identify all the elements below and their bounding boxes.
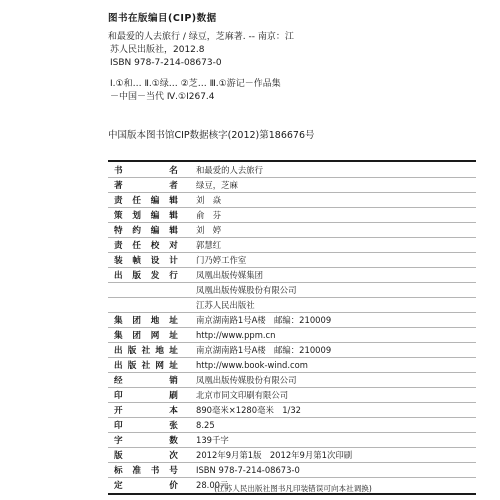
row-label: 字 数 (114, 436, 178, 446)
row-value: 890毫米×1280毫米 1/32 (196, 405, 301, 415)
row-value: 刘 焱 (196, 195, 222, 205)
table-row (108, 373, 476, 388)
table-row (108, 343, 476, 358)
table-row (108, 298, 476, 313)
row-value: 凤凰出版传媒股份有限公司 (196, 285, 297, 295)
cip-title: 图书在版编目(CIP)数据 (108, 13, 217, 24)
row-value: 和最爱的人去旅行 (196, 165, 263, 175)
cip-verification-number: 中国版本图书馆CIP数据核字(2012)第186676号 (108, 130, 315, 141)
row-value: 南京湖南路1号A楼 邮编：210009 (196, 345, 332, 355)
row-label: 经 销 (114, 376, 178, 386)
table-row (108, 223, 476, 238)
row-label: 定 价 (114, 481, 178, 491)
table-row (108, 403, 476, 418)
row-value: http://www.ppm.cn (196, 330, 276, 340)
cip-line-1: 和最爱的人去旅行 / 绿豆，芝麻著. -- 南京：江 (108, 32, 294, 42)
row-label: 印 刷 (114, 391, 178, 401)
footer-note: (江苏人民出版社图书凡印装错误可向本社调换) (214, 484, 372, 493)
row-label: 集团地址 (114, 316, 178, 326)
row-label: 策划编辑 (114, 211, 178, 221)
row-value: 28.00元 (196, 480, 229, 490)
table-row (108, 208, 476, 223)
row-value: 凤凰出版传媒集团 (196, 270, 263, 280)
row-label: 著 者 (114, 181, 178, 191)
publication-info-table (108, 160, 476, 495)
table-row (108, 448, 476, 463)
row-value: 8.25 (196, 420, 215, 430)
row-label: 书 名 (114, 166, 178, 176)
table-row (108, 268, 476, 283)
table-row (108, 463, 476, 478)
table-row (108, 253, 476, 268)
table-row (108, 283, 476, 298)
table-row (108, 328, 476, 343)
row-label: 责任编辑 (114, 196, 178, 206)
row-value: 刘 婷 (196, 225, 222, 235)
table-row (108, 163, 476, 178)
row-value: 门乃婷工作室 (196, 255, 247, 265)
row-value: 郭慧红 (196, 240, 222, 250)
row-label: 装帧设计 (114, 256, 178, 266)
table-row (108, 358, 476, 373)
row-label: 集团网址 (114, 331, 178, 341)
row-label: 出版发行 (114, 271, 178, 281)
row-value: 凤凰出版传媒股份有限公司 (196, 375, 297, 385)
cip-line-5: －中国－当代 Ⅳ.①I267.4 (110, 92, 215, 102)
row-value: 俞 芬 (196, 210, 222, 220)
row-label: 出版社网址 (114, 361, 178, 371)
row-value: 2012年9月第1版 2012年9月第1次印刷 (196, 450, 353, 460)
table-row (108, 418, 476, 433)
cip-data-block (108, 10, 468, 104)
table-row (108, 178, 476, 193)
table-row (108, 433, 476, 448)
row-label: 特约编辑 (114, 226, 178, 236)
table-row (108, 313, 476, 328)
table-row (108, 238, 476, 253)
row-value: ISBN 978-7-214-08673-0 (196, 465, 300, 475)
row-label: 开 本 (114, 406, 178, 416)
row-label: 责任校对 (114, 241, 178, 251)
row-value: 江苏人民出版社 (196, 300, 255, 310)
row-label: 标准书号 (114, 466, 178, 476)
row-value: 南京湖南路1号A楼 邮编：210009 (196, 315, 332, 325)
table-row (108, 388, 476, 403)
row-value: 绿豆，芝麻 (196, 180, 238, 190)
cip-line-3: ISBN 978-7-214-08673-0 (110, 58, 222, 68)
table-row (108, 193, 476, 208)
cip-line-2: 苏人民出版社，2012.8 (110, 45, 205, 55)
row-label: 印 张 (114, 421, 178, 431)
cip-line-4: Ⅰ.①和… Ⅱ.①绿… ②芝… Ⅲ.①游记－作品集 (110, 79, 281, 89)
row-label: 版 次 (114, 451, 178, 461)
row-value: 北京市同文印刷有限公司 (196, 390, 289, 400)
row-value: http://www.book-wind.com (196, 360, 308, 370)
row-label: 出版社地址 (114, 346, 178, 356)
row-value: 139千字 (196, 435, 229, 445)
